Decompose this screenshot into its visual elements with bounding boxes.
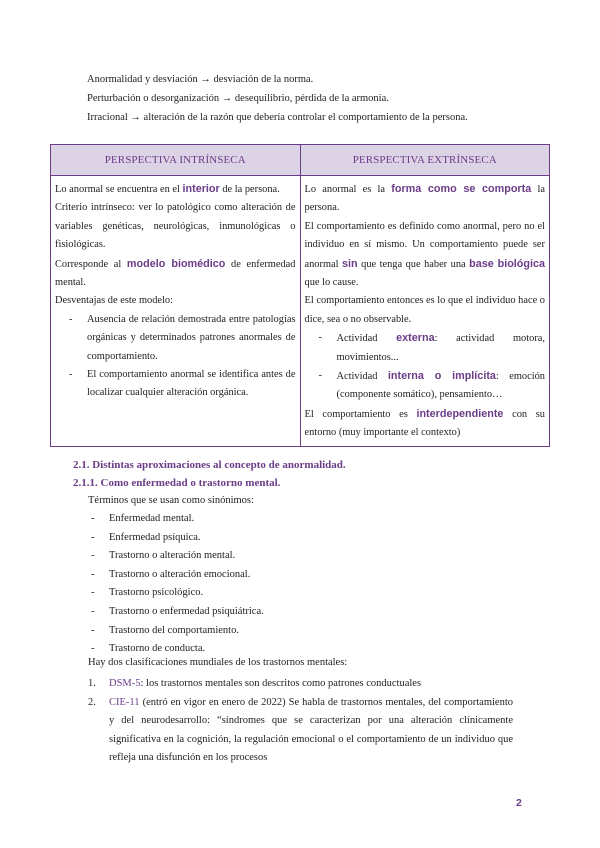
intrinsic-p2: Criterio intrínseco: ver lo patológico como alteración de variables genéticas, neurológicas, inmunológicas o fisiológicas.: [55, 202, 296, 251]
classifications-list: [88, 675, 513, 768]
list-item: - Enfermedad psíquica.: [88, 529, 264, 548]
intrinsic-p1: Lo anormal se encuentra en el interior de la persona.: [55, 183, 280, 195]
perspectives-table: [50, 144, 550, 447]
list-item: - Actividad externa: actividad motora, movimientos...: [305, 329, 546, 367]
highlight-forma-comporta: forma como se comporta: [391, 183, 532, 195]
highlight-base-biologica: base biológica: [469, 257, 545, 270]
highlight-modelo-biomedico: modelo biomédico: [126, 257, 226, 270]
highlight-interna: interna o implícita: [387, 370, 496, 383]
list-item: 2. CIE-11 (entró en vigor en enero de 2022) Se habla de trastornos mentales, del comportamiento y del neurodesarrollo: “síndromes que se caracterizan por una alteración clínicamente significativa en la cognición, la regulación emocional o el comportamiento de un individuo que refleja una disfunción en los procesos: [88, 694, 513, 768]
intro-definitions: [87, 70, 537, 127]
list-item: - El comportamiento anormal se identifica antes de localizar cualquier alteración orgánica.: [55, 366, 296, 403]
list-item: - Ausencia de relación demostrada entre patologías orgánicas y determinados patrones anormales de comportamiento.: [55, 311, 296, 366]
highlight-externa: externa: [396, 332, 435, 345]
list-item: - Enfermedad mental.: [88, 510, 264, 529]
extrinsic-p2: El comportamiento es definido como anormal, pero no el individuo en sí mismo. Un comportamiento puede ser anormal sin que tenga que haber una base biológica que lo cause.: [304, 220, 545, 289]
list-item: - Trastorno o enfermedad psiquiátrica.: [88, 603, 264, 622]
extrinsic-p3: El comportamiento entonces es lo que el individuo hace o dice, sea o no observable.: [304, 295, 545, 325]
highlight-interdependiente: interdependiente: [416, 407, 504, 420]
classifications-intro: Hay dos clasificaciones mundiales de los trastornos mentales:: [88, 657, 348, 668]
intrinsic-p4: Desventajas de este modelo:: [55, 295, 174, 307]
synonyms-list: [88, 510, 264, 659]
item-number: 1.: [88, 678, 96, 689]
section-heading: 2.1. Distintas aproximaciones al concepto de anormalidad.: [73, 459, 346, 471]
intro-line: Anormalidad y desviación → desviación de la norma.: [87, 74, 314, 85]
highlight-sin: sin: [342, 257, 358, 270]
extrinsic-p4: El comportamiento es interdependiente con su entorno (muy importante el contexto): [304, 407, 546, 439]
extrinsic-cell: [300, 176, 550, 447]
cie11-label: CIE-11: [109, 696, 140, 708]
intro-line: Irracional → alteración de la razón que debería controlar el comportamiento de la persona.: [87, 112, 468, 123]
header-extrinsic: PERSPECTIVA EXTRÍNSECA: [300, 145, 550, 176]
activity-list: [305, 329, 546, 405]
intrinsic-p3: Corresponde al modelo biomédico de enfermedad mental.: [55, 257, 296, 289]
page-number: 2: [516, 797, 522, 809]
list-item: - Trastorno del comportamiento.: [88, 622, 264, 641]
list-item: - Actividad interna o implícita: emoción (componente somático), pensamiento…: [305, 367, 546, 405]
terms-intro: Términos que se usan como sinónimos:: [88, 495, 254, 506]
item-number: 2.: [88, 696, 96, 708]
subsection-heading: 2.1.1. Como enfermedad o trastorno mental.: [73, 477, 281, 489]
list-item: - Trastorno o alteración emocional.: [88, 566, 264, 585]
intrinsic-cell: [51, 176, 301, 447]
list-item: - Trastorno o alteración mental.: [88, 547, 264, 566]
intro-line: Perturbación o desorganización → desequilibrio, pérdida de la armonía.: [87, 93, 389, 104]
list-item: - Trastorno de conducta.: [88, 640, 264, 659]
extrinsic-p1: Lo anormal es la forma como se comporta la persona.: [304, 183, 545, 214]
dsm5-label: DSM-5: [109, 678, 141, 689]
header-intrinsic: PERSPECTIVA INTRÍNSECA: [51, 145, 301, 176]
highlight-interior: interior: [182, 183, 220, 195]
list-item: - Trastorno psicológico.: [88, 584, 264, 603]
disadvantages-list: [55, 311, 296, 403]
list-item: 1. DSM-5: los trastornos mentales son descritos como patrones conductuales: [88, 675, 513, 694]
